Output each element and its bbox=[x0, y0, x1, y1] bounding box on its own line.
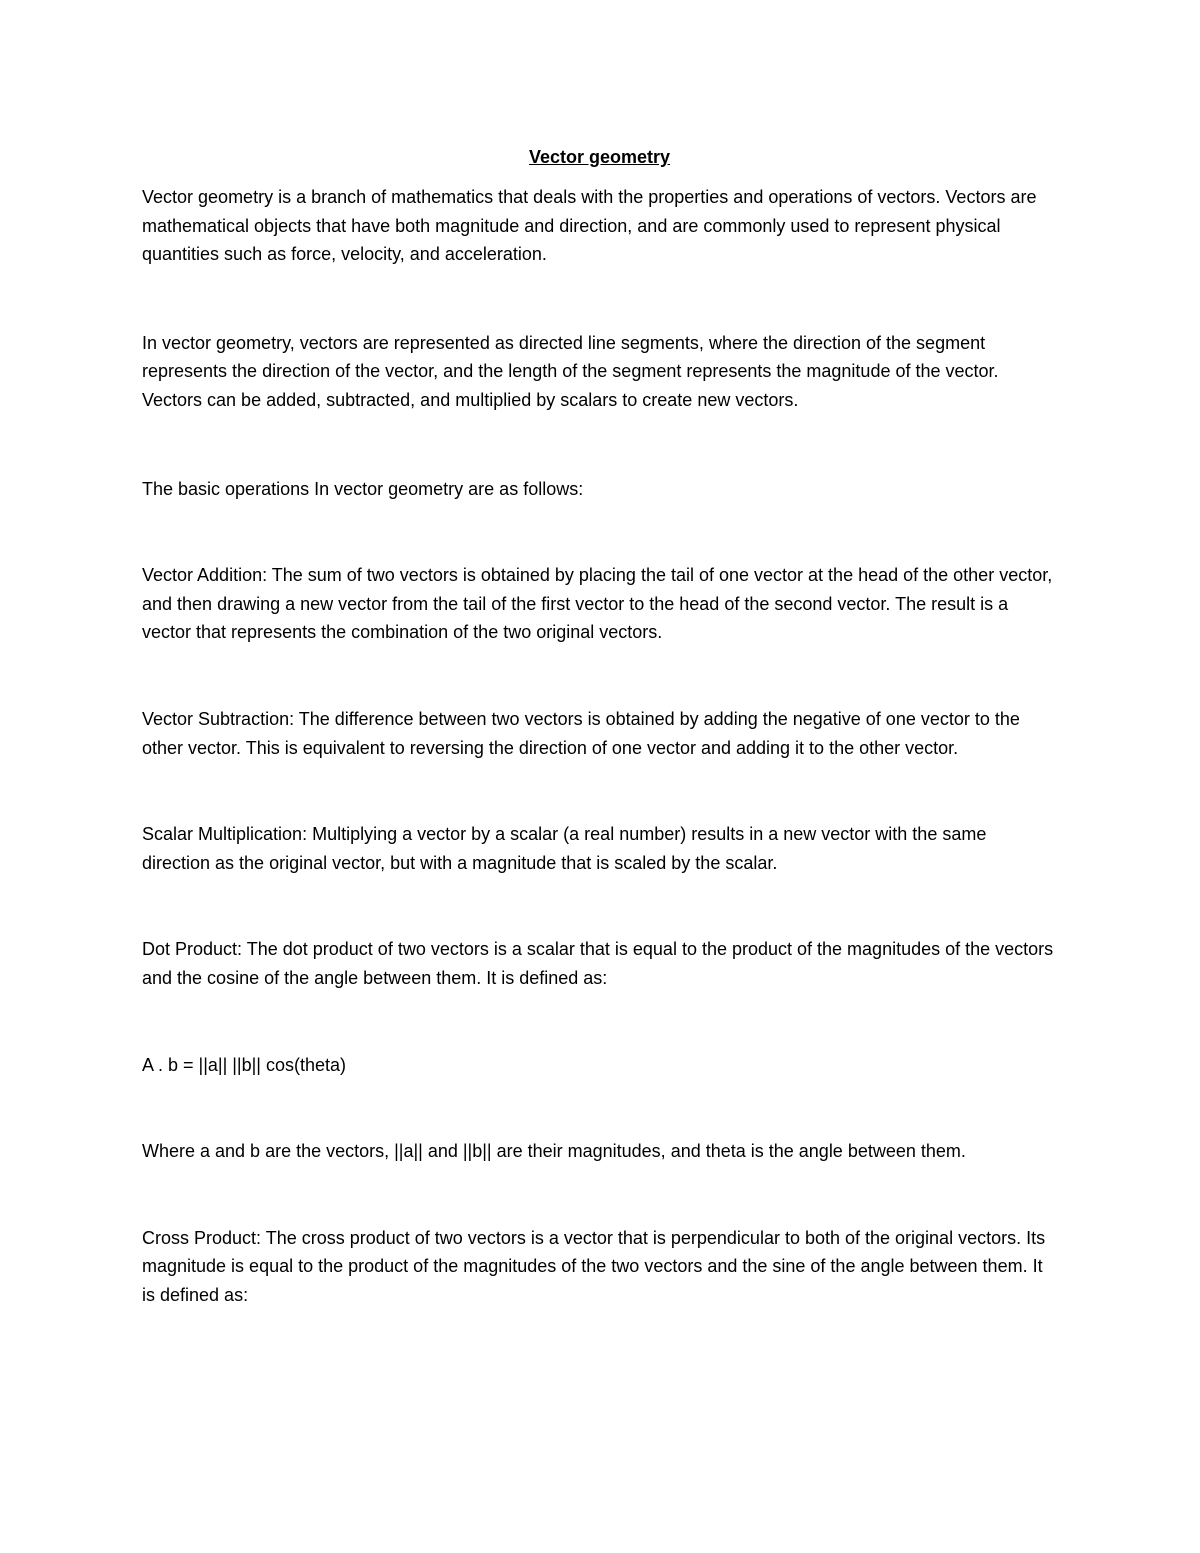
paragraph-scalar-multiplication: Scalar Multiplication: Multiplying a vector by a scalar (a real number) results in a new vector with the same direction as the original vector, but with a magnitude that is scaled by the scalar. bbox=[142, 824, 987, 873]
document-body bbox=[142, 143, 1057, 1309]
paragraph-cross-product: Cross Product: The cross product of two vectors is a vector that is perpendicular to both of the original vectors. Its magnitude is equal to the product of the magnitudes of the two vectors and the sine of the angle between them. It is defined as: bbox=[142, 1227, 1046, 1305]
paragraph-intro: Vector geometry is a branch of mathematics that deals with the properties and operations of vectors. Vectors are mathematical objects that have both magnitude and direction, and are commonly used to represent physical quantities such as force, velocity, and acceleration. bbox=[142, 187, 1037, 265]
document-title: Vector geometry bbox=[528, 147, 671, 167]
paragraph-vector-addition: Vector Addition: The sum of two vectors is obtained by placing the tail of one vector at the head of the other vector, and then drawing a new vector from the tail of the first vector to the head of the second vector. The result is a vector that represents the combination of the two original vectors. bbox=[142, 565, 1053, 643]
paragraph-vector-subtraction: Vector Subtraction: The difference between two vectors is obtained by adding the negative of one vector to the other vector. This is equivalent to reversing the direction of one vector and adding it to the other vector. bbox=[142, 708, 1020, 758]
paragraph-basic-operations: The basic operations In vector geometry are as follows: bbox=[142, 478, 584, 499]
dot-product-formula: A . b = ||a|| ||b|| cos(theta) bbox=[142, 1054, 347, 1075]
paragraph-dot-product: Dot Product: The dot product of two vectors is a scalar that is equal to the product of the magnitudes of the vectors and the cosine of the angle between them. It is defined as: bbox=[142, 939, 1054, 988]
paragraph-formula-explanation: Where a and b are the vectors, ||a|| and ||b|| are their magnitudes, and theta is the angle between them. bbox=[142, 1141, 966, 1162]
paragraph-representation: In vector geometry, vectors are represented as directed line segments, where the direction of the segment represents the direction of the vector, and the length of the segment represents the magnitude of the vector. Vectors can be added, subtracted, and multiplied by scalars to create new vectors. bbox=[142, 332, 999, 410]
